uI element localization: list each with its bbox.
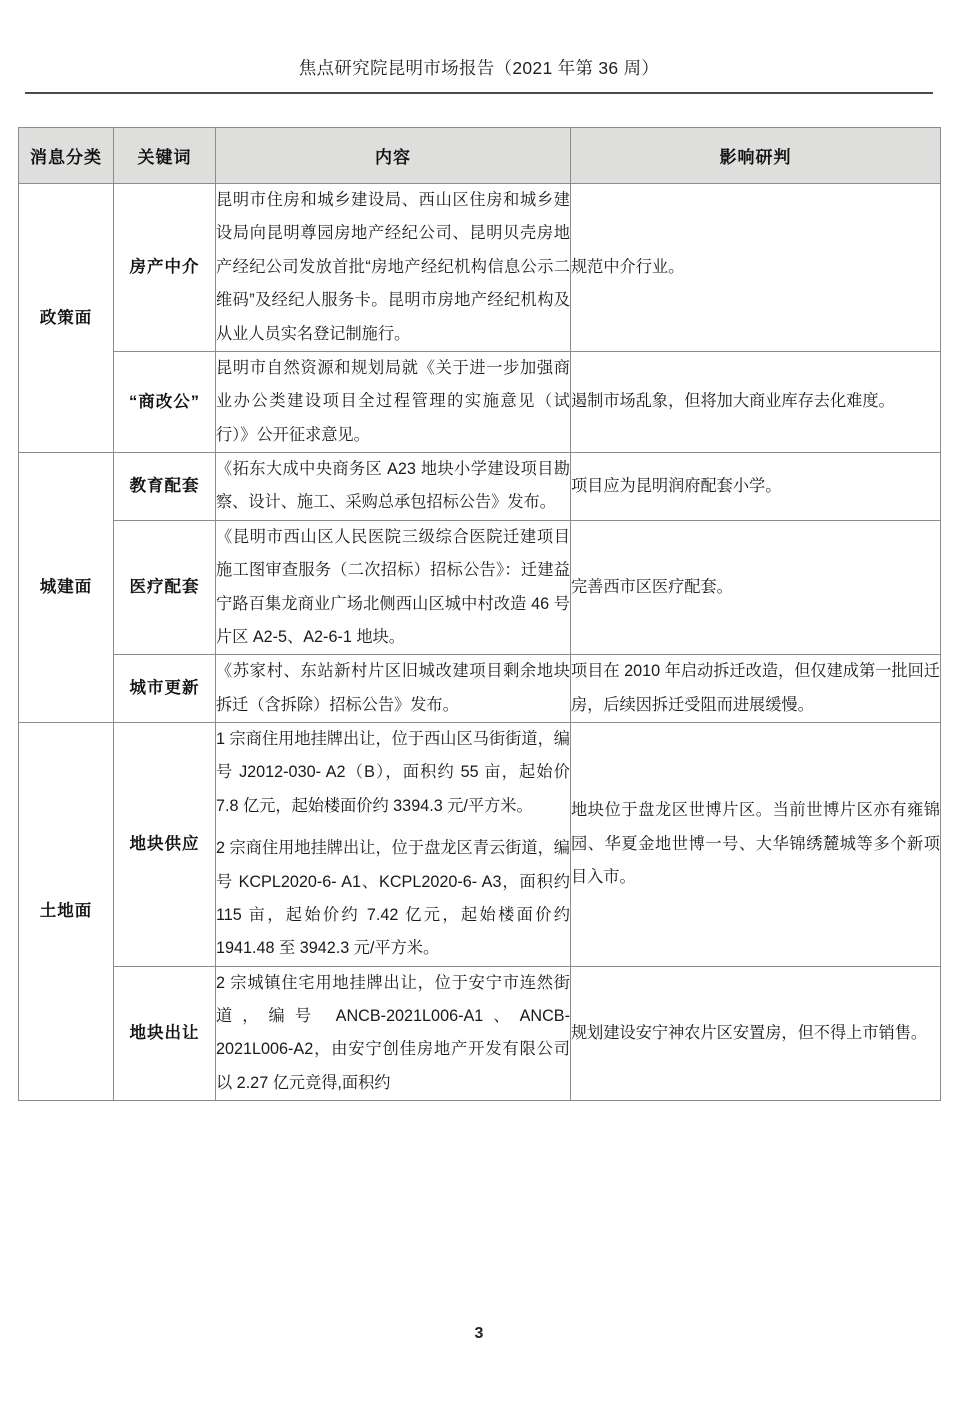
table-row [19,520,941,655]
keyword-cell: 地块出让 [114,966,216,1101]
keyword-cell: 教育配套 [114,453,216,521]
keyword-cell: 地块供应 [114,723,216,967]
keyword-cell: 医疗配套 [114,520,216,655]
content-cell: 《苏家村、东站新村片区旧城改建项目剩余地块拆迁（含拆除）招标公告》发布。 [216,655,571,723]
table-row [19,723,941,967]
table-header [19,128,941,184]
impact-cell: 规范中介行业。 [571,184,941,352]
column-header-content: 内容 [216,128,571,184]
keyword-cell: “商改公” [114,351,216,452]
page-number: 3 [474,1325,484,1342]
column-header-impact: 影响研判 [571,128,941,184]
content-paragraph: 2 宗商住用地挂牌出让，位于盘龙区青云街道，编号 KCPL2020-6- A1、KCPL2020-6- A3，面积约 115 亩，起始价约 7.42 亿元，起始楼面价约 1941.48 至 3942.3 元/平方米。 [216,839,570,958]
column-header-keyword: 关键词 [114,128,216,184]
content-cell: 2 宗城镇住宅用地挂牌出让，位于安宁市连然街道，编号 ANCB-2021L006-A1、ANCB-2021L006-A2，由安宁创佳房地产开发有限公司以 2.27 亿元竞得,面积约 [216,966,571,1101]
content-cell [216,723,571,967]
document-header [0,0,958,79]
content-cell: 《昆明市西山区人民医院三级综合医院迁建项目施工图审查服务（二次招标）招标公告》：迁建益宁路百集龙商业广场北侧西山区城中村改造 46 号片区 A2-5、A2-6-1 地块。 [216,520,571,655]
impact-cell: 遏制市场乱象，但将加大商业库存去化难度。 [571,351,941,452]
table-row [19,453,941,521]
table-header-row [19,128,941,184]
impact-cell: 项目应为昆明润府配套小学。 [571,453,941,521]
keyword-cell: 房产中介 [114,184,216,352]
category-cell-policy: 政策面 [19,184,114,453]
header-title: 焦点研究院昆明市场报告（2021 年第 36 周） [298,58,660,78]
news-summary-table [18,127,941,1101]
category-cell-land: 土地面 [19,723,114,1101]
category-cell-urban-construction: 城建面 [19,453,114,723]
impact-cell: 规划建设安宁神农片区安置房，但不得上市销售。 [571,966,941,1101]
impact-cell: 地块位于盘龙区世博片区。当前世博片区亦有雍锦园、华夏金地世博一号、大华锦绣麓城等多个新项目入市。 [571,723,941,967]
header-divider [25,92,933,94]
column-header-category: 消息分类 [19,128,114,184]
table-row [19,351,941,452]
impact-cell: 完善西市区医疗配套。 [571,520,941,655]
content-paragraph: 1 宗商住用地挂牌出让，位于西山区马街街道，编号 J2012-030- A2（B），面积约 55 亩，起始价 7.8 亿元，起始楼面价约 3394.3 元/平方米。 [216,730,570,815]
table-row [19,184,941,352]
impact-cell: 项目在 2010 年启动拆迁改造，但仅建成第一批回迁房，后续因拆迁受阻而进展缓慢。 [571,655,941,723]
table-row [19,966,941,1101]
content-cell: 昆明市住房和城乡建设局、西山区住房和城乡建设局向昆明尊园房地产经纪公司、昆明贝壳房地产经纪公司发放首批“房地产经纪机构信息公示二维码”及经纪人服务卡。昆明市房地产经纪机构及从业人员实名登记制施行。 [216,184,571,352]
content-cell: 《拓东大成中央商务区 A23 地块小学建设项目勘察、设计、施工、采购总承包招标公告》发布。 [216,453,571,521]
content-cell: 昆明市自然资源和规划局就《关于进一步加强商业办公类建设项目全过程管理的实施意见（试行）》公开征求意见。 [216,351,571,452]
report-table-container [18,127,940,1101]
table-body [19,184,941,1101]
keyword-cell: 城市更新 [114,655,216,723]
table-row [19,655,941,723]
